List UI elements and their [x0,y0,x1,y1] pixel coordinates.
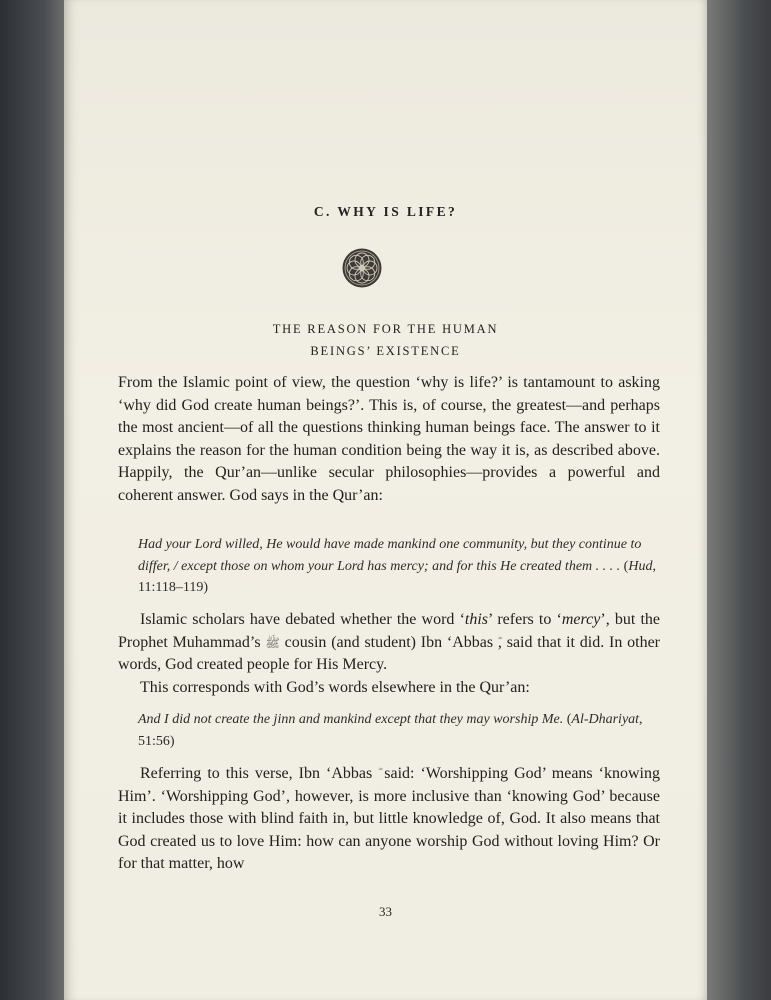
body-paragraph-3: This corresponds with God’s words elsewhere in the Qur’an: [140,678,530,696]
subheading [64,318,707,362]
quote-hud-text: Had your Lord willed, He would have made mankind one community, but they continue to differ, / except those on whom your Lord has mercy; and for this He created them . . . . [138,537,642,574]
quote-dhariyat-text: And I did not create the jinn and mankind except that they may worship Me. [138,712,564,727]
section-title: C. WHY IS LIFE? [313,204,458,219]
body-paragraph-2: Islamic scholars have debated whether the word ‘this’ refers to ‘mercy’, but the Prophet Muhammad’s ﷺ cousin (and student) Ibn ‘Abbas , said that it did. In other words, God created people for His Mercy. This corresponds with God’s words elsewhere in the Qur’an: [118,609,660,699]
page-number: 33 [379,904,392,919]
subheading-line-1: THE REASON FOR THE HUMAN [272,322,499,336]
body-paragraph-1: From the Islamic point of view, the question ‘why is life?’ is tantamount to asking ‘why did God create human beings?’. This is, of course, the greatest—and perhaps the most ancient—of all the questions thinking human beings face. The answer to it explains the reason for the human condition being the way it is, as described above. Happily, the Qur’an—unlike secular philosophies—provides a powerful and coherent answer. God says in the Qur’an: [118,374,660,504]
book-page [64,0,707,1000]
quote-hud-reference: (Hud, 11:118–119) [138,558,656,595]
background-right [707,0,771,1000]
quote-hud [138,534,658,599]
background-left [0,0,64,1000]
quote-dhariyat [138,709,658,752]
honorific-glyph: ﷺ [265,635,280,650]
quote-dhariyat-reference: (Al-Dhariyat, 51:56) [138,712,643,749]
body-paragraph-4: Referring to this verse, Ibn ‘Abbas said: ‘Worshipping God’ means ‘knowing Him’. ‘Worshipping God’, however, is more inclusive than ‘knowing God’ because it includes those with blind faith in, but little knowledge of, God. It also means that God created us to love Him: how can anyone worship God without loving Him? Or for that matter, how [118,765,660,872]
rosette-ornament-icon [341,247,383,289]
subheading-line-2: BEINGS’ EXISTENCE [310,344,461,358]
